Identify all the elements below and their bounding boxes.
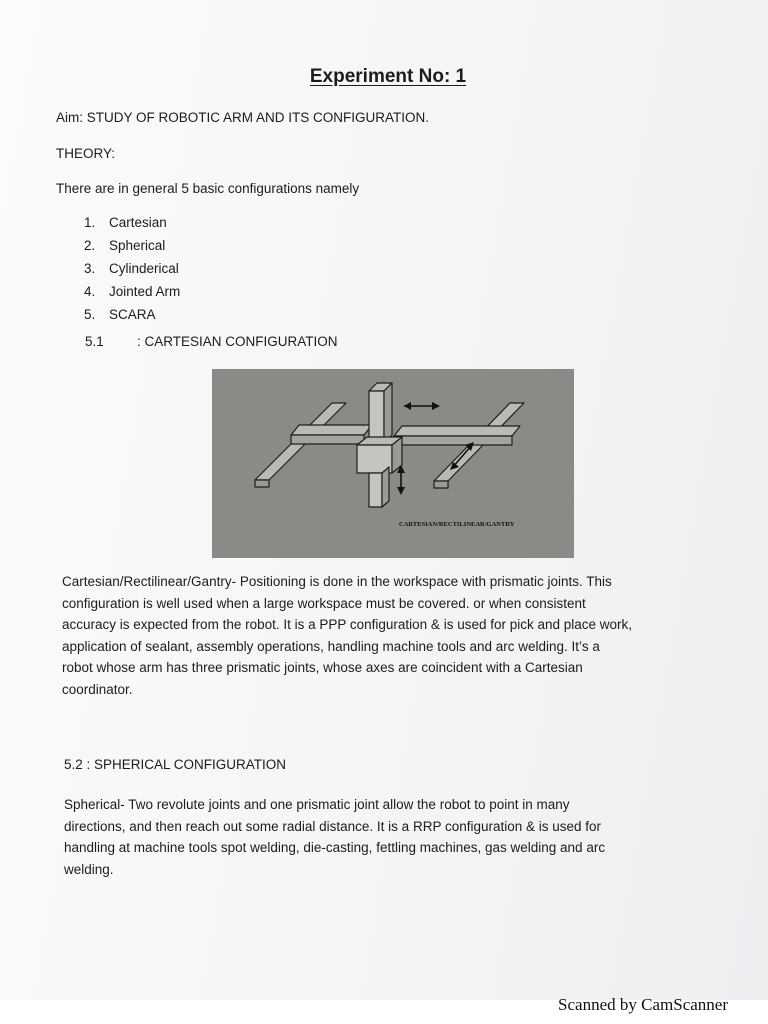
paragraph-line: robot whose arm has three prismatic joints, whose axes are coincident with a Cartesian bbox=[62, 660, 583, 675]
gantry-illustration bbox=[212, 369, 574, 558]
page-title: Experiment No: 1 bbox=[309, 66, 467, 87]
paragraph-line: application of sealant, assembly operations, handling machine tools and arc welding. It’s a bbox=[62, 638, 600, 654]
right-crossbeam bbox=[394, 426, 520, 436]
cartesian-robot-figure bbox=[212, 369, 574, 558]
paragraph-line: Cartesian/Rectilinear/Gantry- Positioning is done in the workspace with prismatic joints. This bbox=[62, 574, 612, 589]
list-item-label: Spherical bbox=[109, 238, 166, 253]
left-crossbeam bbox=[291, 425, 372, 435]
list-item-number: 1. bbox=[84, 215, 96, 230]
list-item-label: SCARA bbox=[109, 307, 156, 322]
paragraph-line: accuracy is expected from the robot. It is a PPP configuration & is used for pick and place work, bbox=[62, 617, 633, 632]
list-item bbox=[84, 307, 180, 330]
section-number: 5.1 bbox=[85, 334, 104, 349]
paragraph-line: directions, and then reach out some radial distance. It is a RRP configuration & is used for bbox=[64, 818, 602, 834]
paragraph-line: Spherical- Two revolute joints and one prismatic joint allow the robot to point in many bbox=[64, 797, 570, 812]
configuration-list bbox=[84, 215, 180, 330]
section-5-1-heading bbox=[85, 334, 338, 349]
section-5-2-heading: 5.2 : SPHERICAL CONFIGURATION bbox=[64, 757, 287, 772]
list-item-label: Cylinderical bbox=[109, 261, 179, 276]
list-item-number: 5. bbox=[84, 307, 96, 322]
paragraph-line: welding. bbox=[64, 861, 114, 877]
list-item bbox=[84, 284, 180, 307]
cartesian-paragraph bbox=[62, 571, 722, 700]
list-item bbox=[84, 238, 180, 261]
list-item bbox=[84, 261, 180, 284]
section-title: : CARTESIAN CONFIGURATION bbox=[137, 334, 338, 349]
theory-heading: THEORY: bbox=[56, 146, 116, 161]
list-item bbox=[84, 215, 180, 238]
list-item-label: Jointed Arm bbox=[109, 284, 181, 299]
paragraph-line: configuration is well used when a large workspace must be covered. or when consistent bbox=[62, 595, 586, 611]
list-item-number: 4. bbox=[84, 284, 96, 299]
spherical-paragraph bbox=[64, 794, 724, 880]
list-item-number: 3. bbox=[84, 261, 96, 276]
paragraph-line: coordinator. bbox=[62, 681, 133, 697]
scanner-watermark: Scanned by CamScanner bbox=[558, 995, 728, 1014]
intro-line: There are in general 5 basic configurations namely bbox=[56, 181, 360, 196]
figure-caption: CARTESIAN/RECTILINEAR/GANTRY bbox=[399, 521, 515, 528]
paragraph-line: handling at machine tools spot welding, die-casting, fettling machines, gas welding and arc bbox=[64, 840, 606, 855]
list-item-label: Cartesian bbox=[109, 215, 167, 230]
aim-line: Aim: STUDY OF ROBOTIC ARM AND ITS CONFIGURATION. bbox=[56, 110, 430, 125]
list-item-number: 2. bbox=[84, 238, 96, 253]
